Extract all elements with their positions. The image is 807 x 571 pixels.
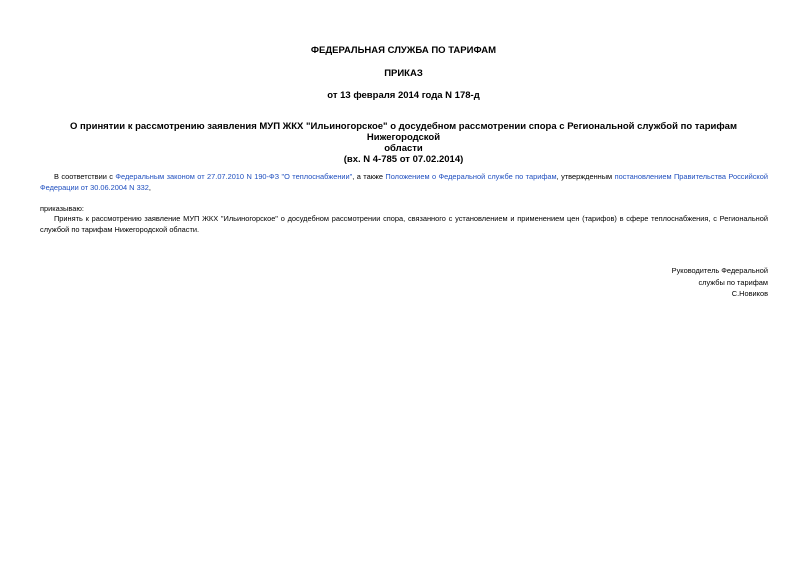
preamble-text-1: В соответствии с bbox=[54, 172, 116, 181]
signature-position-line-2: службы по тарифам bbox=[698, 277, 768, 287]
document-type: ПРИКАЗ bbox=[384, 68, 423, 79]
order-clause: Принять к рассмотрению заявление МУП ЖКХ "Ильиногорское" о досудебном рассмотрении спора, связанного с установлением и применением цен (тарифов) в сфере теплоснабжения, с Региональной службой по тарифам Нижегородской области. bbox=[40, 214, 768, 234]
signature-name: С.Новиков bbox=[731, 289, 768, 298]
agency-name: ФЕДЕРАЛЬНАЯ СЛУЖБА ПО ТАРИФАМ bbox=[310, 45, 497, 56]
title-line-3: (вх. N 4-785 от 07.02.2014) bbox=[343, 154, 464, 165]
government-decree-link[interactable]: постановлением Правительства Российской Федерации от 30.06.2004 N 332 bbox=[40, 172, 768, 192]
title-line-1: О принятии к рассмотрению заявления МУП ЖКХ "Ильиногорское" о досудебном рассмотрении спора с Региональной службой по тарифам Нижегородской bbox=[70, 121, 737, 143]
preamble-paragraph bbox=[40, 172, 768, 193]
ordered-word: приказываю: bbox=[40, 204, 84, 213]
title-line-2: области bbox=[384, 143, 423, 154]
preamble-text-2: , а также bbox=[352, 172, 386, 181]
regulation-link[interactable]: Положением о Федеральной службе по тарифам bbox=[385, 172, 557, 181]
document-title bbox=[48, 121, 759, 165]
signature-position-line-1: Руководитель Федеральной bbox=[671, 266, 768, 275]
federal-law-link[interactable]: Федеральным законом от 27.07.2010 N 190-ФЗ "О теплоснабжении" bbox=[115, 172, 353, 181]
preamble-text-4: , bbox=[148, 182, 151, 192]
signature-block bbox=[672, 265, 768, 300]
document-date: от 13 февраля 2014 года N 178-д bbox=[327, 90, 480, 101]
preamble-text-3: , утвержденным bbox=[556, 172, 615, 181]
